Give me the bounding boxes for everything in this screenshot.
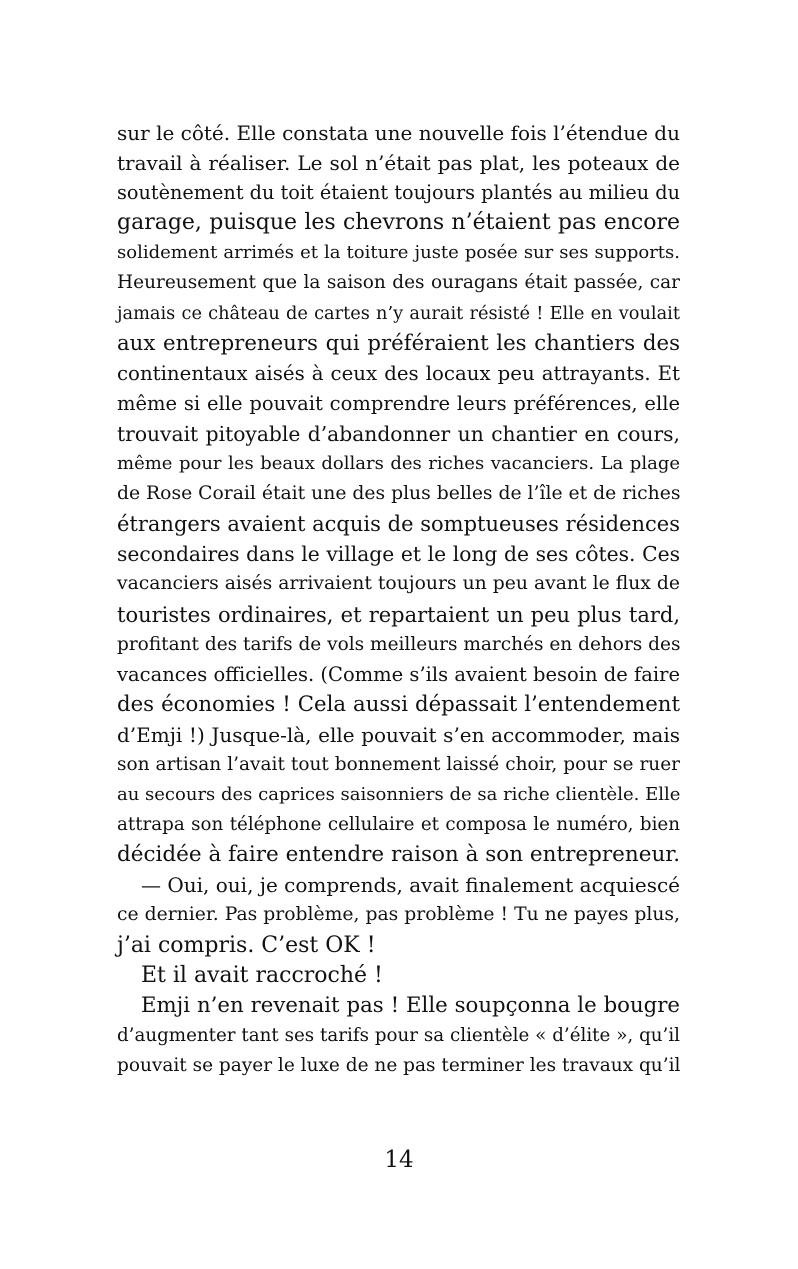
text-line: sur le côté. Elle constata une nouvelle fois l’étendue du (117, 121, 680, 145)
paragraph-line: Emji n’en revenait pas ! Elle soupçonna le bougre (141, 992, 680, 1018)
paragraph-line: Et il avait raccroché ! (141, 962, 383, 988)
text-line: d’Emji !) Jusque-là, elle pouvait s’en accommoder, mais (117, 722, 680, 747)
page-number: 14 (384, 1147, 414, 1173)
text-line: soutènement du toit étaient toujours plantés au milieu du (117, 181, 680, 205)
text-line: même pour les beaux dollars des riches vacanciers. La plage (117, 453, 680, 475)
text-line: aux entrepreneurs qui préféraient les chantiers des (117, 330, 680, 356)
text-line: attrapa son téléphone cellulaire et composa le numéro, bien (117, 814, 680, 836)
text-line: continentaux aisés à ceux des locaux peu attrayants. Et (117, 361, 680, 385)
text-line: travail à réaliser. Le sol n’était pas plat, les poteaux de (117, 151, 680, 176)
text-line: décidée à faire entendre raison à son entrepreneur. (117, 842, 681, 868)
text-line: secondaires dans le village et le long de ses côtes. Ces (117, 542, 680, 567)
text-line: au secours des caprices saisonniers de sa riche clientèle. Elle (117, 784, 681, 806)
text-line: vacanciers aisés arrivaient toujours un peu avant le flux de (117, 573, 680, 595)
text-line: pouvait se payer le luxe de ne pas terminer les travaux qu’il (117, 1054, 681, 1076)
text-line: j’ai compris. C’est OK ! (117, 932, 376, 958)
text-line: trouvait pitoyable d’abandonner un chantier en cours, (117, 421, 680, 446)
dialogue-line: — Oui, oui, je comprends, avait finalement acquiescé (141, 873, 680, 898)
text-line: Heureusement que la saison des ouragans était passée, car (117, 272, 680, 294)
text-line: des économies ! Cela aussi dépassait l’entendement (117, 691, 680, 717)
text-line: même si elle pouvait comprendre leurs préférences, elle (117, 391, 680, 415)
text-line: solidement arrimés et la toiture juste posée sur ses supports. (117, 242, 680, 264)
text-line: de Rose Corail était une des plus belles de l’île et de riches (117, 483, 681, 505)
body-text (117, 118, 680, 1081)
text-line: ce dernier. Pas problème, pas problème ! Tu ne payes plus, (117, 904, 680, 926)
text-line: garage, puisque les chevrons n’étaient pas encore (117, 210, 680, 236)
text-line: d’augmenter tant ses tarifs pour sa clientèle « d’élite », qu’il (117, 1024, 680, 1046)
text-line: touristes ordinaires, et repartaient un peu plus tard, (117, 602, 680, 627)
text-line: son artisan l’avait tout bonnement laissé choir, pour se ruer (117, 753, 680, 775)
text-line: profitant des tarifs de vols meilleurs marchés en dehors des (117, 633, 681, 655)
text-line: vacances officielles. (Comme s’ils avaient besoin de faire (117, 662, 680, 686)
text-line: jamais ce château de cartes n’y aurait résisté ! Elle en voulait (117, 303, 680, 324)
text-line: étrangers avaient acquis de somptueuses résidences (117, 512, 680, 537)
